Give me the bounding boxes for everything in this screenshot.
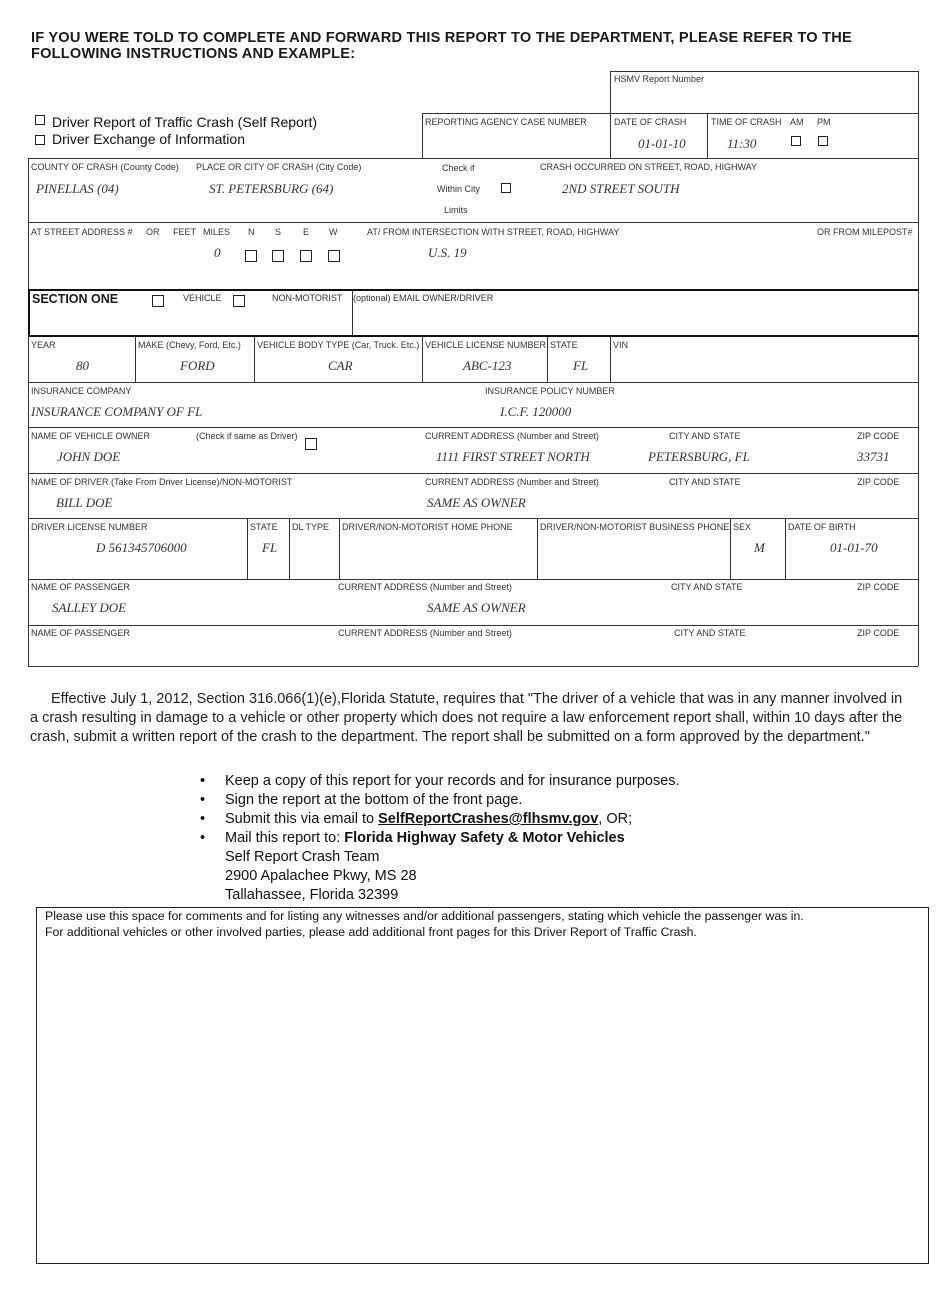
year-value[interactable]: 80 — [76, 358, 89, 373]
insurance-policy-value[interactable]: I.C.F. 120000 — [500, 404, 572, 419]
self-report-option-label: Driver Report of Traffic Crash (Self Report) — [52, 114, 318, 130]
non-motorist-checkbox[interactable] — [233, 295, 245, 307]
exchange-info-option-label: Driver Exchange of Information — [52, 131, 245, 147]
make-value[interactable]: FORD — [180, 358, 215, 373]
plate-state-value[interactable]: FL — [573, 358, 589, 373]
owner-city-state-label: CITY AND STATE — [669, 431, 741, 441]
divider — [28, 158, 29, 666]
bullet-icon: • — [200, 773, 206, 789]
list-item — [200, 791, 680, 810]
divider — [135, 337, 136, 382]
divider — [28, 158, 918, 159]
divider — [28, 579, 918, 580]
divider — [610, 71, 918, 72]
bullet-icon: • — [200, 792, 206, 808]
pm-label: PM — [817, 117, 831, 127]
list-item — [200, 772, 680, 791]
driver-name-value[interactable]: BILL DOE — [56, 495, 113, 510]
page-title: IF YOU WERE TOLD TO COMPLETE AND FORWARD THIS REPORT TO THE DEPARTMENT, PLEASE REFER TO THE FOLLOWING INSTRUCTIONS AND EXAMPLE: — [31, 30, 852, 62]
mail-organization: Florida Highway Safety & Motor Vehicles — [344, 830, 625, 846]
mail-address-line-1: Self Report Crash Team — [225, 849, 380, 865]
time-of-crash-label: TIME OF CRASH — [711, 117, 782, 127]
driver-city-state-label: CITY AND STATE — [669, 477, 741, 487]
passenger-1-value[interactable]: SALLEY DOE — [52, 600, 127, 615]
county-of-crash-label: COUNTY OF CRASH (County Code) — [31, 162, 179, 172]
comments-box[interactable] — [36, 907, 929, 1264]
divider — [28, 666, 918, 667]
e-label: E — [303, 227, 310, 237]
list-item — [200, 829, 680, 905]
vehicle-checkbox[interactable] — [152, 295, 164, 307]
west-checkbox[interactable] — [328, 250, 340, 262]
mail-address-line-2: 2900 Apalachee Pkwy, MS 28 — [225, 868, 417, 884]
insurance-company-label: INSURANCE COMPANY — [31, 386, 132, 396]
divider — [28, 289, 919, 291]
instruction-sign-report: Sign the report at the bottom of the front page. — [225, 792, 523, 808]
insurance-policy-label: INSURANCE POLICY NUMBER — [485, 386, 615, 396]
divider — [422, 113, 423, 158]
year-label: YEAR — [31, 340, 56, 350]
vehicle-owner-value[interactable]: JOHN DOE — [57, 449, 121, 464]
east-checkbox[interactable] — [300, 250, 312, 262]
intersection-value[interactable]: U.S. 19 — [428, 245, 467, 260]
insurance-company-value[interactable]: INSURANCE COMPANY OF FL — [31, 404, 203, 419]
passenger-2-zip-label: ZIP CODE — [857, 628, 900, 638]
check-if-label: Check if — [442, 163, 475, 173]
license-number-value[interactable]: ABC-123 — [463, 358, 512, 373]
sex-label: SEX — [733, 522, 752, 532]
am-label: AM — [790, 117, 804, 127]
place-of-crash-value[interactable]: ST. PETERSBURG (64) — [209, 181, 334, 196]
instruction-list — [200, 772, 680, 905]
list-item — [200, 810, 680, 829]
driver-address-value[interactable]: SAME AS OWNER — [427, 495, 526, 510]
bullet-icon: • — [200, 830, 206, 846]
county-of-crash-value[interactable]: PINELLAS (04) — [36, 181, 119, 196]
passenger-1-address-value[interactable]: SAME AS OWNER — [427, 600, 526, 615]
home-phone-label: DRIVER/NON-MOTORIST HOME PHONE — [342, 522, 513, 532]
n-label: N — [248, 227, 255, 237]
make-label: MAKE (Chevy, Ford, Etc.) — [138, 340, 241, 350]
reporting-agency-case-label: REPORTING AGENCY CASE NUMBER — [425, 117, 587, 127]
s-label: S — [275, 227, 282, 237]
time-of-crash-value[interactable]: 11:30 — [727, 136, 757, 151]
place-of-crash-label: PLACE OR CITY OF CRASH (City Code) — [196, 162, 362, 172]
dl-number-value[interactable]: D 561345706000 — [96, 540, 187, 555]
south-checkbox[interactable] — [272, 250, 284, 262]
passenger-2-label: NAME OF PASSENGER — [31, 628, 130, 638]
instruction-mail-prefix: Mail this report to: — [225, 830, 345, 846]
date-of-birth-value[interactable]: 01-01-70 — [830, 540, 878, 555]
divider — [730, 518, 731, 579]
intersection-label: AT/ FROM INTERSECTION WITH STREET, ROAD, HIGHWAY — [367, 227, 620, 237]
dl-state-value[interactable]: FL — [262, 540, 278, 555]
divider — [422, 337, 423, 382]
owner-zip-value[interactable]: 33731 — [857, 449, 890, 464]
feet-label: FEET — [173, 227, 197, 237]
driver-name-label: NAME OF DRIVER (Take From Driver License)/NON-MOTORIST — [31, 477, 293, 487]
vehicle-label: VEHICLE — [183, 293, 222, 303]
body-type-value[interactable]: CAR — [328, 358, 353, 373]
date-of-crash-value[interactable]: 01-01-10 — [638, 136, 686, 151]
miles-label: MILES — [203, 227, 231, 237]
driver-zip-label: ZIP CODE — [857, 477, 900, 487]
passenger-1-label: NAME OF PASSENGER — [31, 582, 130, 592]
within-city-checkbox[interactable] — [501, 183, 511, 193]
divider — [785, 518, 786, 579]
divider — [610, 71, 611, 158]
dl-number-label: DRIVER LICENSE NUMBER — [31, 522, 148, 532]
instruction-email-suffix: , OR; — [598, 811, 633, 827]
email-owner-driver-label: (optional) EMAIL OWNER/DRIVER — [353, 293, 494, 303]
exchange-info-checkbox[interactable] — [35, 135, 45, 145]
instruction-email-prefix: Submit this via email to — [225, 811, 379, 827]
hsmv-report-number-label: HSMV Report Number — [614, 74, 705, 84]
divider — [422, 113, 918, 114]
vin-label: VIN — [613, 340, 629, 350]
divider — [707, 113, 708, 158]
north-checkbox[interactable] — [245, 250, 257, 262]
divider — [537, 518, 538, 579]
vehicle-owner-label: NAME OF VEHICLE OWNER — [31, 431, 151, 441]
owner-zip-label: ZIP CODE — [857, 431, 900, 441]
body-type-label: VEHICLE BODY TYPE (Car, Truck. Etc.) — [257, 340, 420, 350]
pm-checkbox[interactable] — [818, 136, 828, 146]
divider — [918, 71, 919, 666]
license-number-label: VEHICLE LICENSE NUMBER — [425, 340, 547, 350]
driver-address-label: CURRENT ADDRESS (Number and Street) — [425, 477, 599, 487]
divider — [339, 518, 340, 579]
same-as-driver-label: (Check if same as Driver) — [196, 431, 298, 441]
divider — [610, 337, 611, 382]
distance-value[interactable]: 0 — [214, 245, 221, 260]
at-street-address-label: AT STREET ADDRESS # — [31, 227, 133, 237]
divider — [289, 518, 290, 579]
divider — [254, 337, 255, 382]
owner-city-state-value[interactable]: PETERSBURG, FL — [648, 449, 750, 464]
owner-address-value[interactable]: 1111 FIRST STREET NORTH — [436, 449, 590, 464]
dl-state-label: STATE — [250, 522, 278, 532]
am-checkbox[interactable] — [791, 136, 801, 146]
statute-paragraph: Effective July 1, 2012, Section 316.066(1)(e),Florida Statute, requires that "The driver of a vehicle that was in any manner involved in a crash resulting in damage to a vehicle or other property which does not require a law enforcement report shall, within 10 days after the crash, submit a written report of the crash to the department. The report shall be submitted on a form approved by the department." — [30, 691, 903, 745]
sex-value[interactable]: M — [754, 540, 765, 555]
mail-address-line-3: Tallahassee, Florida 32399 — [225, 887, 399, 903]
crash-street-value[interactable]: 2ND STREET SOUTH — [562, 181, 680, 196]
divider — [28, 289, 30, 337]
plate-state-label: STATE — [550, 340, 578, 350]
date-of-birth-label: DATE OF BIRTH — [788, 522, 856, 532]
crash-street-label: CRASH OCCURRED ON STREET, ROAD, HIGHWAY — [540, 162, 758, 172]
date-of-crash-label: DATE OF CRASH — [614, 117, 687, 127]
divider — [28, 335, 919, 337]
email-link[interactable]: SelfReportCrashes@flhsmv.gov — [378, 811, 599, 827]
passenger-2-address-label: CURRENT ADDRESS (Number and Street) — [338, 628, 512, 638]
comments-instruction-2: For additional vehicles or other involved parties, please add additional front pages for this Driver Report of Traffic Crash. — [45, 924, 697, 939]
divider — [28, 473, 918, 474]
same-as-driver-checkbox[interactable] — [305, 438, 317, 450]
within-city-label: Within City — [437, 184, 481, 194]
divider — [28, 427, 918, 428]
comments-instruction-1: Please use this space for comments and for listing any witnesses and/or additional passengers, stating which vehicle the passenger was in. — [45, 909, 804, 923]
instruction-keep-copy: Keep a copy of this report for your records and for insurance purposes. — [225, 773, 680, 789]
limits-label: Limits — [444, 205, 468, 215]
w-label: W — [329, 227, 338, 237]
passenger-2-city-state-label: CITY AND STATE — [674, 628, 746, 638]
section-one-heading: SECTION ONE — [32, 292, 119, 306]
divider — [28, 382, 918, 383]
bullet-icon: • — [200, 811, 206, 827]
divider — [28, 625, 918, 626]
self-report-checkbox[interactable] — [35, 115, 45, 125]
non-motorist-label: NON-MOTORIST — [272, 293, 343, 303]
passenger-1-zip-label: ZIP CODE — [857, 582, 900, 592]
owner-address-label: CURRENT ADDRESS (Number and Street) — [425, 431, 599, 441]
divider — [247, 518, 248, 579]
divider — [547, 337, 548, 382]
milepost-label: OR FROM MILEPOST# — [817, 227, 913, 237]
or-label: OR — [146, 227, 160, 237]
divider — [28, 222, 918, 223]
dl-type-label: DL TYPE — [292, 522, 330, 532]
business-phone-label: DRIVER/NON-MOTORIST BUSINESS PHONE — [540, 522, 730, 532]
passenger-1-address-label: CURRENT ADDRESS (Number and Street) — [338, 582, 512, 592]
passenger-1-city-state-label: CITY AND STATE — [671, 582, 743, 592]
